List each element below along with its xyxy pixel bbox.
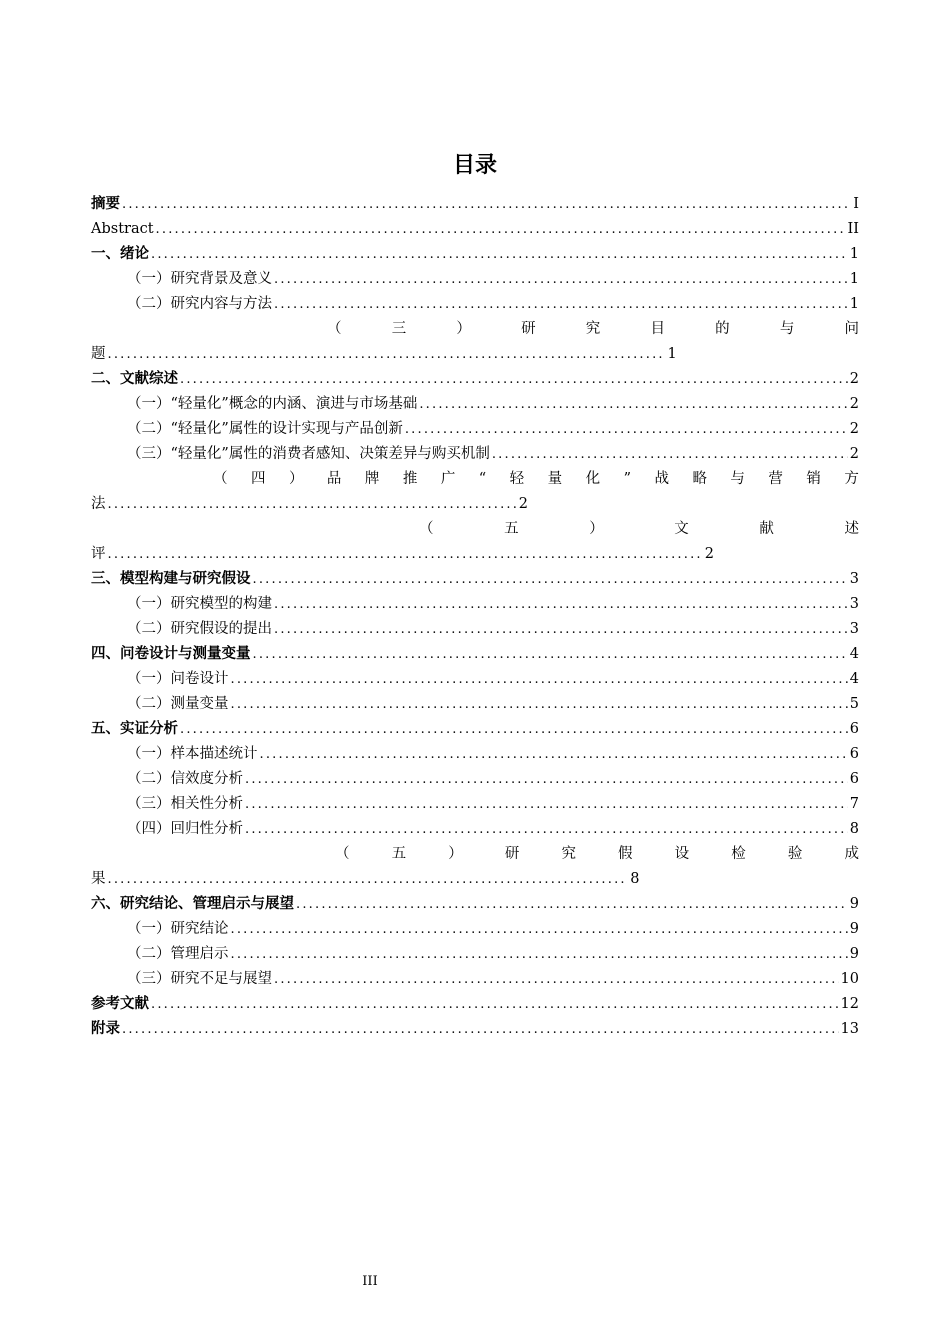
toc-entry[interactable] — [91, 242, 859, 267]
toc-page-number: 1 — [667, 346, 677, 362]
toc-leader-dots — [245, 817, 848, 842]
toc-leader-dots — [492, 442, 848, 467]
toc-entry-char: 营 — [768, 471, 783, 487]
toc-entry-label: （一）样本描述统计 — [127, 746, 258, 762]
toc-entry-char: 与 — [730, 471, 745, 487]
toc-subentry[interactable] — [91, 792, 859, 817]
toc-entry-label: 三、模型构建与研究假设 — [91, 571, 251, 587]
toc-subentry[interactable] — [91, 442, 859, 467]
toc-page-number: 4 — [849, 646, 859, 662]
toc-entry-label: 附录 — [91, 1021, 120, 1037]
toc-entry-char: 四 — [250, 471, 266, 487]
toc-entry-char: 问 — [844, 321, 859, 337]
table-of-contents — [91, 192, 859, 1042]
toc-leader-dots — [274, 967, 839, 992]
toc-entry-label: 六、研究结论、管理启示与展望 — [91, 896, 294, 912]
toc-leader-dots — [108, 342, 666, 367]
toc-entry-char: 究 — [585, 321, 601, 337]
toc-subentry[interactable] — [91, 267, 859, 292]
toc-subentry[interactable] — [91, 692, 859, 717]
toc-entry-label: 参考文献 — [91, 996, 149, 1012]
toc-leader-dots — [260, 742, 848, 767]
toc-entry-label: 果 — [91, 871, 106, 887]
toc-entry-label: （二）“轻量化”属性的设计实现与产品创新 — [127, 421, 403, 437]
toc-subentry[interactable] — [91, 617, 859, 642]
toc-leader-dots — [245, 767, 848, 792]
toc-entry-label: Abstract — [91, 221, 154, 237]
toc-entry-label: （一）研究结论 — [127, 921, 229, 937]
toc-leader-dots — [419, 392, 847, 417]
footer-page-number: III — [362, 1274, 378, 1289]
toc-page-number: 4 — [849, 671, 859, 687]
toc-leader-dots — [296, 892, 848, 917]
toc-entry-label: （二）管理启示 — [127, 946, 229, 962]
toc-page-number: 7 — [849, 796, 859, 812]
toc-entry[interactable] — [91, 717, 859, 742]
toc-leader-dots — [122, 1017, 839, 1042]
toc-entry-char: 献 — [759, 521, 774, 537]
toc-entry-label: （一）研究背景及意义 — [127, 271, 272, 287]
toc-leader-dots — [180, 717, 848, 742]
toc-entry[interactable] — [91, 892, 859, 917]
toc-entry-label: （三）研究不足与展望 — [127, 971, 272, 987]
toc-entry-char: 目 — [650, 321, 665, 337]
toc-entry-char: ） — [456, 321, 471, 337]
toc-entry-char: 牌 — [364, 471, 380, 487]
toc-entry-label: 二、文献综述 — [91, 371, 178, 387]
toc-page-number: 10 — [840, 971, 859, 987]
toc-entry-label: （一）“轻量化”概念的内涵、演进与市场基础 — [127, 396, 418, 412]
toc-subentry[interactable] — [91, 967, 859, 992]
toc-entry-continuation[interactable] — [91, 542, 859, 567]
toc-subentry[interactable] — [91, 417, 859, 442]
toc-entry-char: （ — [335, 846, 350, 862]
toc-entry-char: 与 — [779, 321, 795, 337]
toc-entry-label: 法 — [91, 496, 106, 512]
toc-page-number: 3 — [849, 621, 859, 637]
toc-page-number: 2 — [849, 396, 859, 412]
toc-entry-label: 五、实证分析 — [91, 721, 178, 737]
toc-entry-wrapped-line[interactable] — [91, 467, 859, 492]
toc-entry-label: （三）“轻量化”属性的消费者感知、决策差异与购买机制 — [127, 446, 490, 462]
toc-leader-dots — [156, 217, 846, 242]
toc-leader-dots — [180, 367, 848, 392]
toc-leader-dots — [151, 992, 839, 1017]
toc-leader-dots — [405, 417, 848, 442]
toc-entry-char: 五 — [504, 521, 519, 537]
toc-page-number: 2 — [849, 446, 859, 462]
toc-entry-label: （二）测量变量 — [127, 696, 229, 712]
toc-page-number: 2 — [849, 371, 859, 387]
toc-page-number: 1 — [849, 296, 859, 312]
toc-entry[interactable] — [91, 217, 859, 242]
toc-entry-wrapped-line[interactable] — [91, 317, 859, 342]
toc-entry-char: 三 — [391, 321, 407, 337]
toc-subentry[interactable] — [91, 767, 859, 792]
toc-entry-char: 检 — [731, 846, 746, 862]
toc-subentry[interactable] — [91, 592, 859, 617]
toc-entry-continuation[interactable] — [91, 342, 859, 367]
toc-entry[interactable] — [91, 992, 859, 1017]
toc-entry-wrapped-line[interactable] — [91, 842, 859, 867]
toc-leader-dots — [108, 542, 703, 567]
toc-entry-char: 广 — [440, 471, 456, 487]
toc-page-number: 2 — [704, 546, 714, 562]
toc-subentry[interactable] — [91, 392, 859, 417]
toc-subentry[interactable] — [91, 942, 859, 967]
toc-entry-char: 略 — [692, 471, 707, 487]
toc-page-number: 3 — [849, 571, 859, 587]
toc-entry-char: “ — [478, 471, 487, 487]
toc-leader-dots — [108, 492, 517, 517]
toc-entry-char: 推 — [402, 471, 418, 487]
toc-entry-label: 题 — [91, 346, 106, 362]
toc-page-number: I — [853, 196, 859, 212]
toc-leader-dots — [274, 617, 848, 642]
toc-entry-char: 化 — [585, 471, 601, 487]
toc-entry-char: ） — [448, 846, 463, 862]
toc-page-number: II — [847, 221, 859, 237]
toc-entry-char: 述 — [844, 521, 859, 537]
toc-entry-char: 轻 — [509, 471, 525, 487]
toc-entry-label: 评 — [91, 546, 106, 562]
toc-leader-dots — [245, 792, 848, 817]
toc-entry-wrapped-line[interactable] — [91, 517, 859, 542]
toc-entry-char: 的 — [715, 321, 730, 337]
toc-subentry[interactable] — [91, 292, 859, 317]
toc-page-number: 5 — [849, 696, 859, 712]
toc-entry-char: 成 — [844, 846, 859, 862]
toc-leader-dots — [108, 867, 629, 892]
toc-page-number: 1 — [849, 271, 859, 287]
toc-entry-label: （二）信效度分析 — [127, 771, 243, 787]
toc-entry-char: 量 — [547, 471, 563, 487]
toc-subentry[interactable] — [91, 817, 859, 842]
toc-entry-char: 研 — [504, 846, 520, 862]
toc-entry-char: ） — [288, 471, 304, 487]
toc-entry-label: 摘要 — [91, 196, 120, 212]
toc-page-number: 6 — [849, 746, 859, 762]
toc-page-number: 2 — [849, 421, 859, 437]
toc-entry-char: 销 — [806, 471, 821, 487]
toc-entry-char: 研 — [521, 321, 536, 337]
toc-entry[interactable] — [91, 192, 859, 217]
toc-entry[interactable] — [91, 1017, 859, 1042]
toc-leader-dots — [274, 292, 848, 317]
toc-entry-label: （一）问卷设计 — [127, 671, 229, 687]
toc-entry-char: （ — [327, 321, 342, 337]
toc-page-number: 12 — [840, 996, 859, 1012]
toc-entry-label: （四）回归性分析 — [127, 821, 243, 837]
toc-entry[interactable] — [91, 367, 859, 392]
toc-entry-label: （二）研究假设的提出 — [127, 621, 272, 637]
toc-leader-dots — [122, 192, 851, 217]
toc-page-number: 9 — [849, 946, 859, 962]
toc-entry-char: 战 — [654, 471, 669, 487]
toc-entry-label: 四、问卷设计与测量变量 — [91, 646, 251, 662]
toc-page-number: 13 — [840, 1021, 859, 1037]
toc-subentry[interactable] — [91, 917, 859, 942]
toc-entry-continuation[interactable] — [91, 867, 859, 892]
toc-leader-dots — [151, 242, 848, 267]
toc-entry-char: 方 — [844, 471, 859, 487]
toc-leader-dots — [253, 642, 848, 667]
toc-entry[interactable] — [91, 642, 859, 667]
toc-page-number: 6 — [849, 721, 859, 737]
toc-entry-char: ” — [623, 471, 631, 487]
toc-entry-char: 假 — [618, 846, 633, 862]
toc-entry[interactable] — [91, 567, 859, 592]
toc-leader-dots — [274, 267, 848, 292]
toc-leader-dots — [231, 942, 848, 967]
toc-entry-label: （一）研究模型的构建 — [127, 596, 272, 612]
toc-page-number: 6 — [849, 771, 859, 787]
toc-leader-dots — [274, 592, 848, 617]
toc-leader-dots — [231, 917, 848, 942]
toc-entry-char: 品 — [326, 471, 342, 487]
toc-page-number: 9 — [849, 921, 859, 937]
toc-entry-label: （三）相关性分析 — [127, 796, 243, 812]
toc-entry-char: 设 — [674, 846, 690, 862]
toc-entry-char: 验 — [787, 846, 803, 862]
toc-page-number: 2 — [518, 496, 528, 512]
toc-page-number: 3 — [849, 596, 859, 612]
toc-page-number: 8 — [630, 871, 640, 887]
toc-entry-continuation[interactable] — [91, 492, 859, 517]
toc-page-number: 8 — [849, 821, 859, 837]
toc-leader-dots — [253, 567, 848, 592]
toc-entry-char: （ — [419, 521, 434, 537]
toc-leader-dots — [231, 692, 848, 717]
toc-entry-char: 文 — [674, 521, 689, 537]
toc-leader-dots — [231, 667, 848, 692]
page-title: 目录 — [452, 153, 497, 178]
toc-entry-char: 五 — [391, 846, 407, 862]
toc-entry-char: 究 — [561, 846, 576, 862]
toc-page-number: 9 — [849, 896, 859, 912]
toc-page-number: 1 — [849, 246, 859, 262]
toc-entry-label: 一、绪论 — [91, 246, 149, 262]
toc-subentry[interactable] — [91, 667, 859, 692]
toc-subentry[interactable] — [91, 742, 859, 767]
toc-entry-char: （ — [213, 471, 228, 487]
toc-entry-char: ） — [589, 521, 604, 537]
toc-entry-label: （二）研究内容与方法 — [127, 296, 272, 312]
